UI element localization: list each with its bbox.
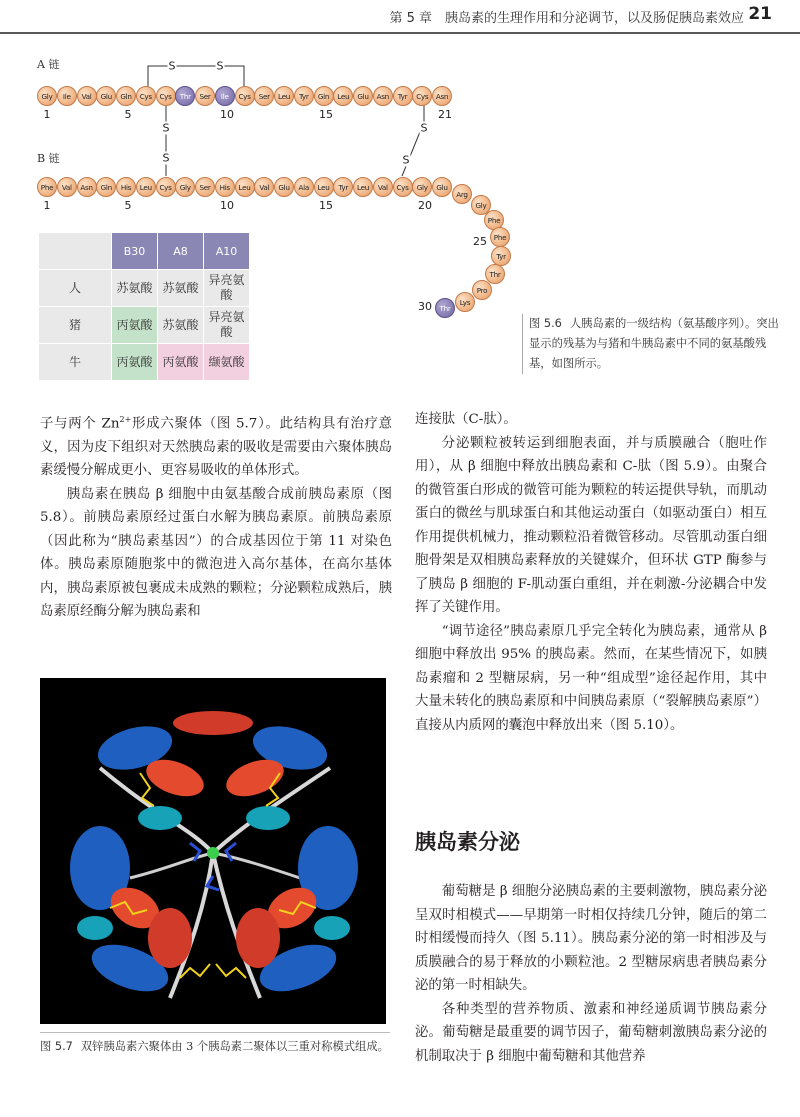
a-chain-residue: Cys [136,86,156,106]
b-chain-residue: Arg [452,184,472,204]
b-chain-residue: Gln [96,177,116,197]
b-tick: 10 [220,199,234,212]
a-chain-residue: Cys [235,86,255,106]
table-cell: 异亮氨酸 [204,307,250,344]
table-cell: 苏氨酸 [158,270,204,307]
a-chain-residue: Gly [37,86,57,106]
a-tick: 15 [319,108,333,121]
paragraph: 各种类型的营养物质、激素和神经递质调节胰岛素分泌。葡萄糖是最重要的调节因子，葡萄糖刺激胰岛素分泌的机制取决于 β 细胞中葡萄糖和其他营养 [415,1001,767,1064]
b-tick: 15 [319,199,333,212]
b-chain-residue: Val [254,177,274,197]
b-chain-residue: Val [373,177,393,197]
table-row [39,307,250,344]
b-chain-residue: Pro [472,280,492,300]
b-chain-residue: Leu [136,177,156,197]
b-chain-residue: Ala [294,177,314,197]
b-chain-residue: Thr [435,298,455,318]
b-chain-residue: Glu [274,177,294,197]
figure-5-6-caption [522,314,779,374]
b-chain-residue: Asn [77,177,97,197]
b-chain-residue: Thr [485,264,505,284]
paragraph: 连接肽（C-肽）。 [415,412,517,427]
a-chain-residue: Leu [274,86,294,106]
b-chain-residue: His [215,177,235,197]
b-chain-residue: His [116,177,136,197]
table-cell: 苏氨酸 [158,307,204,344]
bond-s-label: S [168,59,176,73]
species-comparison-table [38,232,250,381]
table-col-header: A8 [158,233,204,270]
a-tick: 10 [220,108,234,121]
a-chain-residue: Cys [156,86,176,106]
bond-s-label: S [162,121,170,135]
b-chain-residue: Gly [412,177,432,197]
a-chain-residue: Tyr [294,86,314,106]
figure-5-7-caption [40,1032,390,1057]
a-chain-residue: Val [77,86,97,106]
b-chain-residue: Leu [314,177,334,197]
figure-number: 图 5.6 [529,317,562,330]
b-chain-residue: Phe [37,177,57,197]
b-chain-residue: Tyr [333,177,353,197]
b-chain-residue: Cys [156,177,176,197]
b-tick: 5 [124,199,132,212]
a-chain-residue: Glu [353,86,373,106]
table-col-header: B30 [112,233,158,270]
a-chain-residue: Thr [175,86,195,106]
a-chain-label: A 链 [37,58,60,71]
b-chain-residue: Phe [484,210,504,230]
bond-s-label: S [420,121,428,135]
a-tick: 21 [438,108,452,121]
a-chain-residue: Gln [116,86,136,106]
a-chain-residue: Glu [96,86,116,106]
b-chain-residue: Tyr [491,246,511,266]
b-chain-residue: Leu [235,177,255,197]
a-chain-residue: Ser [195,86,215,106]
table-col-header: A10 [204,233,250,270]
b-chain-residue: Ser [195,177,215,197]
a-chain-residue: Gln [314,86,334,106]
table-cell: 苏氨酸 [112,270,158,307]
a-tick: 5 [124,108,132,121]
table-cell: 丙氨酸 [112,344,158,381]
table-cell: 异亮氨酸 [204,270,250,307]
species-name: 人 [39,270,112,307]
a-chain-residue: Ile [57,86,77,106]
bond-s-label: S [216,59,224,73]
paragraph: 分泌颗粒被转运到细胞表面，并与质膜融合（胞吐作用），从 β 细胞中释放出胰岛素和 C-肽（图 5.9）。由聚合的微管蛋白形成的微管可能为颗粒的转运提供导轨，而肌动蛋白的微丝与肌球蛋白和其他运动蛋白（如驱动蛋白）相互作用提供机械力，推动颗粒沿着微管移动。尽管肌动蛋白细胞骨架是双相胰岛素释放的关键媒介，但环状 GTP 酶参与了胰岛 β 细胞的 F-肌动蛋白重组，并在刺激-分泌耦合中发挥了关键作用。 [415,435,767,615]
right-column-bottom [415,880,767,1068]
b-tick: 30 [418,300,432,313]
b-tick: 1 [43,199,51,212]
paragraph: “调节途径”胰岛素原几乎完全转化为胰岛素，通常从 β 细胞中释放出 95% 的胰岛素。然而，在某些情况下，如胰岛素瘤和 2 型糖尿病，另一种“组成型”途径起作用，其中大量未转化的胰岛素原和中间胰岛素原（“裂解胰岛素原”）直接从内质网的囊泡中释放出来（图 5.10）。 [415,623,767,733]
b-chain-residue: Leu [353,177,373,197]
b-chain-label: B 链 [37,152,60,165]
b-chain-residue: Val [57,177,77,197]
b-chain-residue: Cys [393,177,413,197]
a-chain-residue: Tyr [393,86,413,106]
page-number: 21 [748,4,772,24]
paragraph: 葡萄糖是 β 细胞分泌胰岛素的主要刺激物，胰岛素分泌呈双时相模式——早期第一时相仅持续几分钟，随后的第二时相缓慢而持久（图 5.11）。胰岛素分泌的第一时相涉及与质膜融合的易于释放的小颗粒池。2 型糖尿病患者胰岛素分泌的第一时相缺失。 [415,884,767,993]
a-chain-residue: Asn [432,86,452,106]
b-chain-residue: Glu [432,177,452,197]
insulin-hexamer-illustration [40,678,386,1024]
a-chain-residue: Ile [215,86,235,106]
species-name: 猪 [39,307,112,344]
left-column [40,408,392,624]
table-row [39,270,250,307]
section-heading: 胰岛素分泌 [415,830,520,854]
table-cell: 缬氨酸 [204,344,250,381]
caption-text: 双锌胰岛素六聚体由 3 个胰岛素二聚体以三重对称模式组成。 [80,1040,389,1053]
species-name: 牛 [39,344,112,381]
b-tick: 20 [418,199,432,212]
table-corner [39,233,112,270]
b-chain-residue: Phe [490,227,510,247]
figure-5-7-hexamer-image [40,678,386,1024]
paragraph: 胰岛素在胰岛 β 细胞中由氨基酸合成前胰岛素原（图 5.8）。前胰岛素原经过蛋白水解为胰岛素原。前胰岛素原（因此称为“胰岛素基因”）的合成基因位于第 11 对染色体。胰岛素原随胞浆中的微泡进入高尔基体，在高尔基体内，胰岛素原被包裹成未成熟的颗粒；分泌颗粒成熟后，胰岛素原经酶分解为胰岛素和 [40,486,392,620]
b-chain-residue: Gly [471,195,491,215]
a-chain-residue: Leu [333,86,353,106]
right-column-top [415,408,767,737]
a-chain-residue: Ser [254,86,274,106]
b-chain-residue: Lys [455,292,475,312]
a-chain-residue: Asn [373,86,393,106]
figure-number: 图 5.7 [40,1040,73,1053]
caption-text: 人胰岛素的一级结构（氨基酸序列）。突出显示的残基为与猪和牛胰岛素中不同的氨基酸残基，如图所示。 [529,317,779,370]
b-chain-residue: Gly [175,177,195,197]
paragraph: 子与两个 $Zn^{2+}$形成六聚体（图 5.7）。此结构具有治疗意义，因为皮下组织对天然胰岛素的吸收是需要由六聚体胰岛素缓慢分解成更小、更容易吸收的单体形式。 [40,415,393,479]
bond-s-label: S [402,153,410,167]
b-tick: 25 [473,235,487,248]
bond-s-label: S [162,151,170,165]
a-chain-residue: Cys [412,86,432,106]
table-row [39,344,250,381]
a-tick: 1 [43,108,51,121]
table-cell: 丙氨酸 [112,307,158,344]
chapter-title: 第 5 章 胰岛素的生理作用和分泌调节，以及肠促胰岛素效应 [389,11,744,26]
table-cell: 丙氨酸 [158,344,204,381]
